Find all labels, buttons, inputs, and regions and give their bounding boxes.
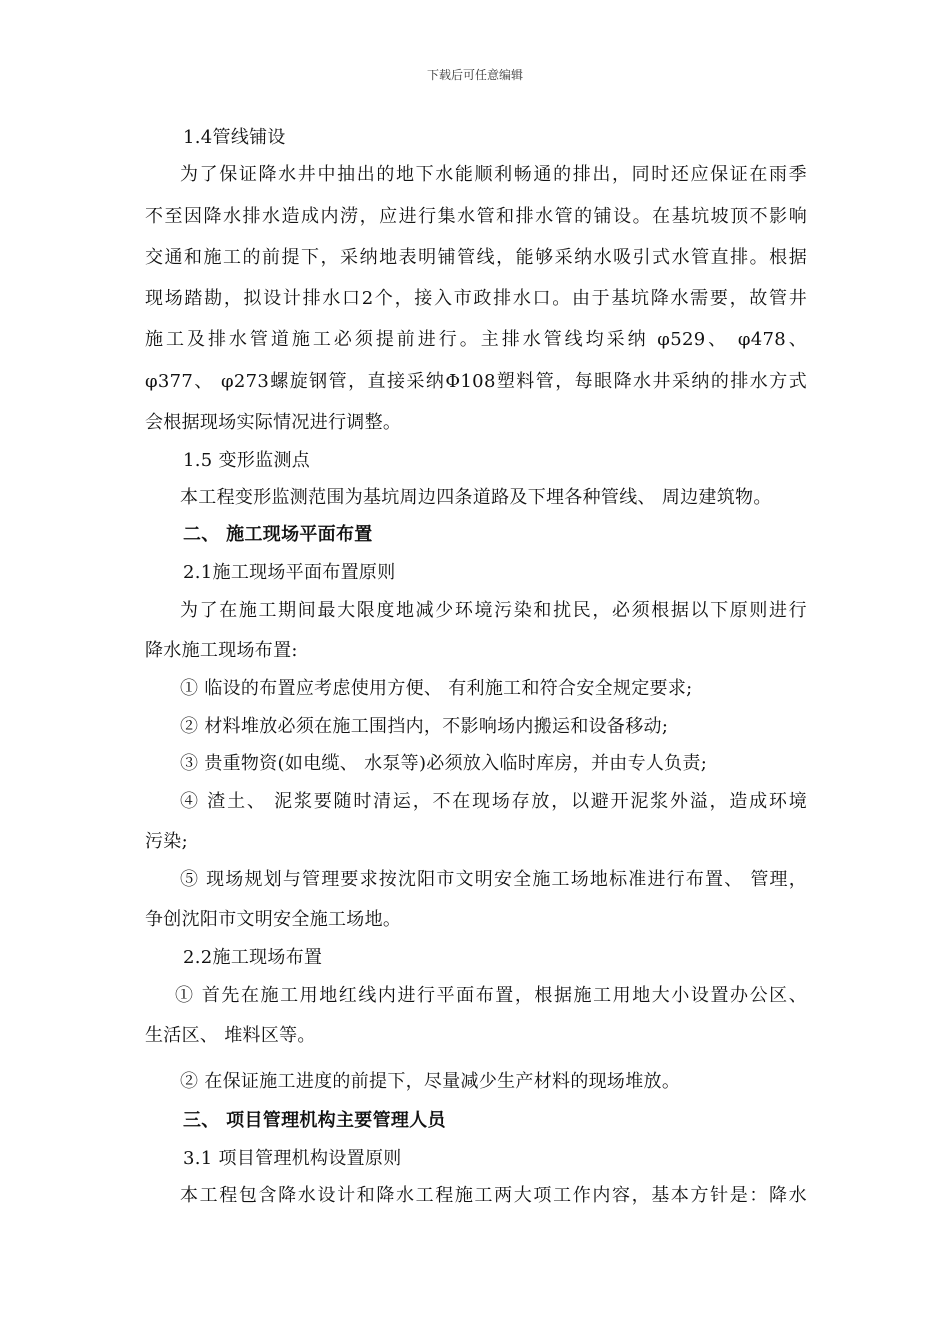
- section-3-1-heading: 3.1 项目管理机构设置原则: [183, 1148, 402, 1169]
- section-2-1-intro-line: 为了在施工期间最大限度地减少环境污染和扰民，必须根据以下原则进行: [180, 600, 807, 621]
- list-item: ① 首先在施工用地红线内进行平面布置，根据施工用地大小设置办公区、: [175, 985, 807, 1006]
- list-item: ④ 渣土、 泥浆要随时清运，不在现场存放，以避开泥浆外溢，造成环境: [180, 791, 807, 812]
- section-1-4-para-line: 为了保证降水井中抽出的地下水能顺利畅通的排出，同时还应保证在雨季: [180, 164, 807, 185]
- list-item: ① 临设的布置应考虑使用方便、 有利施工和符合安全规定要求;: [180, 678, 693, 699]
- section-1-4-para-line: 施工及排水管道施工必须提前进行。主排水管线均采纳 φ529、 φ478、: [145, 329, 807, 350]
- list-item: ② 材料堆放必须在施工围挡内，不影响场内搬运和设备移动;: [180, 716, 669, 737]
- section-1-4-para-line: φ377、 φ273螺旋钢管，直接采纳Φ108塑料管，每眼降水井采纳的排水方式: [145, 371, 807, 392]
- page-header-note: 下载后可任意编辑: [426, 68, 523, 82]
- list-item-continuation: 生活区、 堆料区等。: [145, 1025, 316, 1046]
- section-1-5-para: 本工程变形监测范围为基坑周边四条道路及下埋各种管线、 周边建筑物。: [180, 487, 772, 508]
- section-2-heading: 二、 施工现场平面布置: [183, 524, 373, 545]
- list-item: ⑤ 现场规划与管理要求按沈阳市文明安全施工场地标准进行布置、 管理，: [180, 869, 807, 890]
- list-item: ② 在保证施工进度的前提下，尽量减少生产材料的现场堆放。: [180, 1071, 681, 1092]
- section-1-5-heading: 1.5 变形监测点: [183, 450, 311, 471]
- section-2-2-heading: 2.2施工现场布置: [183, 947, 323, 968]
- section-2-1-intro-line: 降水施工现场布置:: [145, 640, 298, 661]
- section-3-1-para-line: 本工程包含降水设计和降水工程施工两大项工作内容，基本方针是：降水: [180, 1185, 807, 1206]
- list-item: ③ 贵重物资(如电缆、 水泵等)必须放入临时库房，并由专人负责;: [180, 753, 708, 774]
- section-1-4-para-line: 会根据现场实际情况进行调整。: [145, 412, 402, 433]
- section-3-heading: 三、 项目管理机构主要管理人员: [183, 1110, 446, 1131]
- section-1-4-para-line: 现场踏勘，拟设计排水口2个，接入市政排水口。由于基坑降水需要，故管井: [145, 288, 807, 309]
- section-1-4-para-line: 不至因降水排水造成内涝，应进行集水管和排水管的铺设。在基坑坡顶不影响: [145, 206, 807, 227]
- section-1-4-heading: 1.4管线铺设: [183, 127, 286, 148]
- list-item-continuation: 污染;: [145, 831, 188, 852]
- section-1-4-para-line: 交通和施工的前提下，采纳地表明铺管线，能够采纳水吸引式水管直排。根据: [145, 247, 807, 268]
- section-2-1-heading: 2.1施工现场平面布置原则: [183, 562, 396, 583]
- list-item-continuation: 争创沈阳市文明安全施工场地。: [145, 909, 402, 930]
